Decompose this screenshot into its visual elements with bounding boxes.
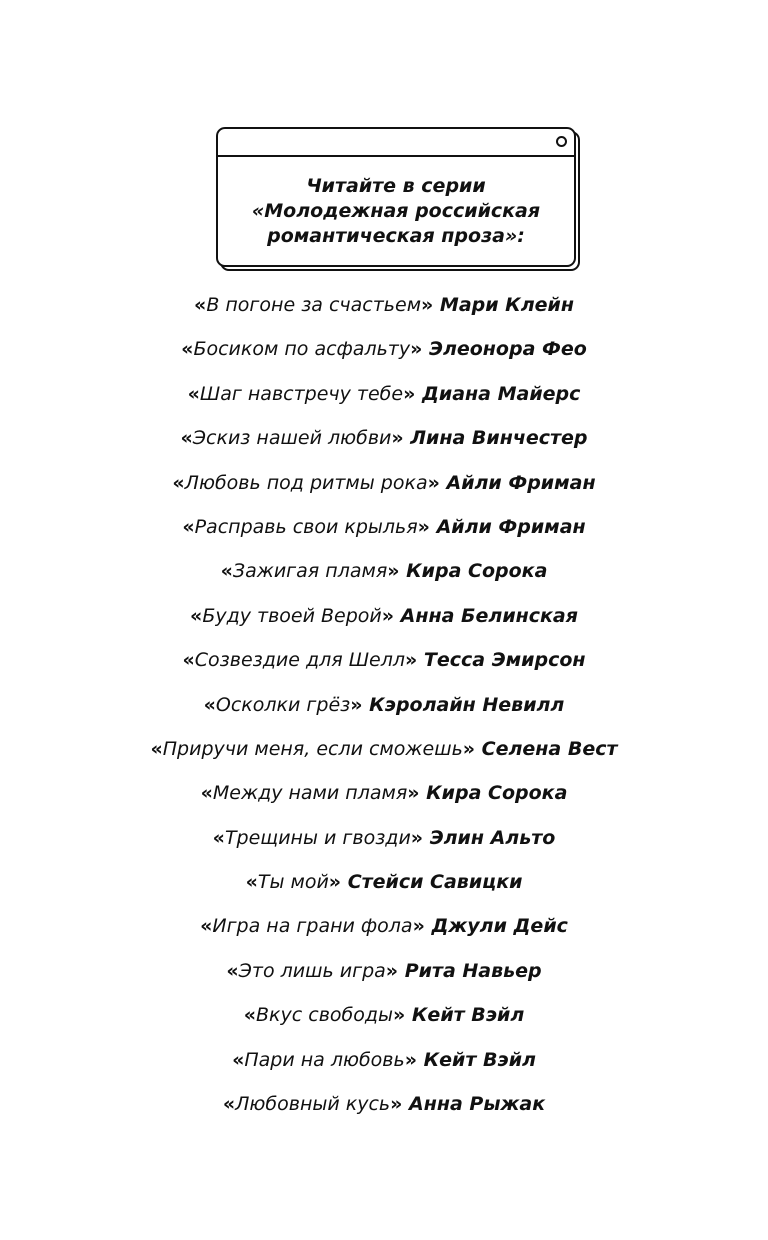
book-title: Зажигая пламя	[232, 560, 388, 583]
book-author: Диана Майерс	[421, 382, 581, 405]
close-quote: »	[404, 1048, 424, 1071]
open-quote: «	[187, 382, 200, 405]
book-author: Кира Сорока	[406, 560, 548, 583]
book-author: Анна Белинская	[400, 604, 578, 627]
book-title: Пари на любовь	[244, 1048, 405, 1071]
book-title: Ты мой	[257, 871, 329, 894]
book-list	[0, 288, 768, 1131]
open-quote: «	[172, 471, 185, 494]
book-list-item	[0, 466, 768, 510]
open-quote: «	[243, 1004, 257, 1027]
open-quote: «	[220, 560, 233, 583]
book-list-item	[0, 554, 768, 598]
book-title: Вкус свободы	[256, 1004, 394, 1027]
close-quote: »	[387, 560, 407, 583]
book-list-item	[0, 377, 768, 421]
open-quote: «	[203, 693, 216, 716]
book-list-item	[0, 1043, 768, 1087]
book-list-item	[0, 288, 768, 332]
book-title: Босиком по асфальту	[193, 338, 411, 361]
close-quote: »	[393, 1004, 412, 1027]
book-list-item	[0, 732, 768, 776]
book-author: Тесса Эмирсон	[423, 649, 586, 672]
book-author: Селена Вест	[481, 737, 618, 760]
book-title: Шаг навстречу тебе	[199, 382, 404, 405]
book-list-item	[0, 1087, 768, 1131]
book-author: Кэролайн Невилл	[369, 693, 565, 716]
book-title: Приручи меня, если сможешь	[162, 737, 463, 760]
close-quote: »	[385, 959, 405, 982]
book-author: Рита Навьер	[404, 959, 542, 982]
close-quote: »	[410, 338, 429, 361]
book-list-item	[0, 599, 768, 643]
open-quote: «	[245, 871, 258, 894]
book-list-item	[0, 688, 768, 732]
close-quote: »	[350, 693, 370, 716]
close-quote: »	[427, 471, 447, 494]
book-author: Стейси Савицки	[347, 871, 523, 894]
open-quote: «	[182, 649, 195, 672]
book-author: Элеонора Фео	[429, 338, 587, 361]
book-author: Элин Альто	[429, 826, 556, 849]
open-quote: «	[226, 959, 239, 982]
book-title: Эскиз нашей любви	[192, 427, 392, 450]
book-author: Кейт Вэйл	[423, 1048, 536, 1071]
book-title: Буду твоей Верой	[202, 604, 382, 627]
book-title: Осколки грёз	[215, 693, 351, 716]
book-list-item	[0, 776, 768, 820]
book-title: Любовь под ритмы рока	[184, 471, 428, 494]
book-title: Игра на грани фола	[212, 915, 413, 938]
open-quote: «	[190, 604, 203, 627]
book-author: Кира Сорока	[426, 782, 568, 805]
book-list-item	[0, 421, 768, 465]
book-title: В погоне за счастьем	[206, 294, 422, 316]
close-quote: »	[407, 782, 427, 805]
banner-window	[216, 127, 576, 267]
book-author: Мари Клейн	[439, 294, 574, 316]
book-list-item	[0, 865, 768, 909]
book-list-item	[0, 510, 768, 554]
banner-line-1: Читайте в серии	[306, 175, 486, 197]
book-list-item	[0, 821, 768, 865]
close-quote: »	[417, 515, 437, 538]
book-author: Джули Дейс	[431, 915, 568, 938]
open-quote: «	[180, 427, 193, 450]
book-list-item	[0, 998, 768, 1042]
banner-line-2: «Молодежная российская	[251, 200, 541, 222]
book-title: Между нами пламя	[212, 782, 408, 805]
book-author: Анна Рыжак	[409, 1093, 546, 1116]
open-quote: «	[182, 515, 195, 538]
open-quote: «	[232, 1048, 245, 1071]
close-quote: »	[381, 604, 401, 627]
book-title: Любовный кусь	[235, 1093, 391, 1116]
close-quote: »	[421, 294, 440, 316]
book-author: Айли Фриман	[436, 515, 586, 538]
close-quote: »	[412, 915, 432, 938]
open-quote: «	[194, 294, 207, 316]
banner-heading	[218, 174, 574, 249]
close-quote: »	[328, 871, 348, 894]
book-title: Расправь свои крылья	[194, 515, 418, 538]
open-quote: «	[200, 915, 213, 938]
close-quote: »	[410, 826, 430, 849]
close-quote: »	[390, 1093, 410, 1116]
close-quote: »	[403, 382, 422, 405]
book-author: Лина Винчестер	[410, 427, 588, 450]
open-quote: «	[150, 737, 163, 760]
book-list-item	[0, 332, 768, 376]
open-quote: «	[222, 1093, 236, 1116]
book-title: Трещины и гвозди	[224, 826, 411, 849]
close-quote: »	[391, 427, 411, 450]
book-author: Кейт Вэйл	[411, 1004, 525, 1027]
circle-icon	[556, 136, 567, 147]
book-list-item	[0, 954, 768, 998]
book-title: Это лишь игра	[238, 959, 386, 982]
open-quote: «	[200, 782, 213, 805]
close-quote: »	[405, 649, 424, 672]
series-banner	[216, 127, 576, 267]
open-quote: «	[181, 338, 194, 361]
close-quote: »	[462, 737, 482, 760]
banner-titlebar	[218, 129, 574, 157]
book-title: Созвездие для Шелл	[194, 649, 405, 672]
open-quote: «	[212, 826, 225, 849]
book-list-item	[0, 643, 768, 687]
banner-line-3: романтическая проза»:	[267, 225, 525, 247]
book-list-item	[0, 909, 768, 953]
book-author: Айли Фриман	[446, 471, 596, 494]
